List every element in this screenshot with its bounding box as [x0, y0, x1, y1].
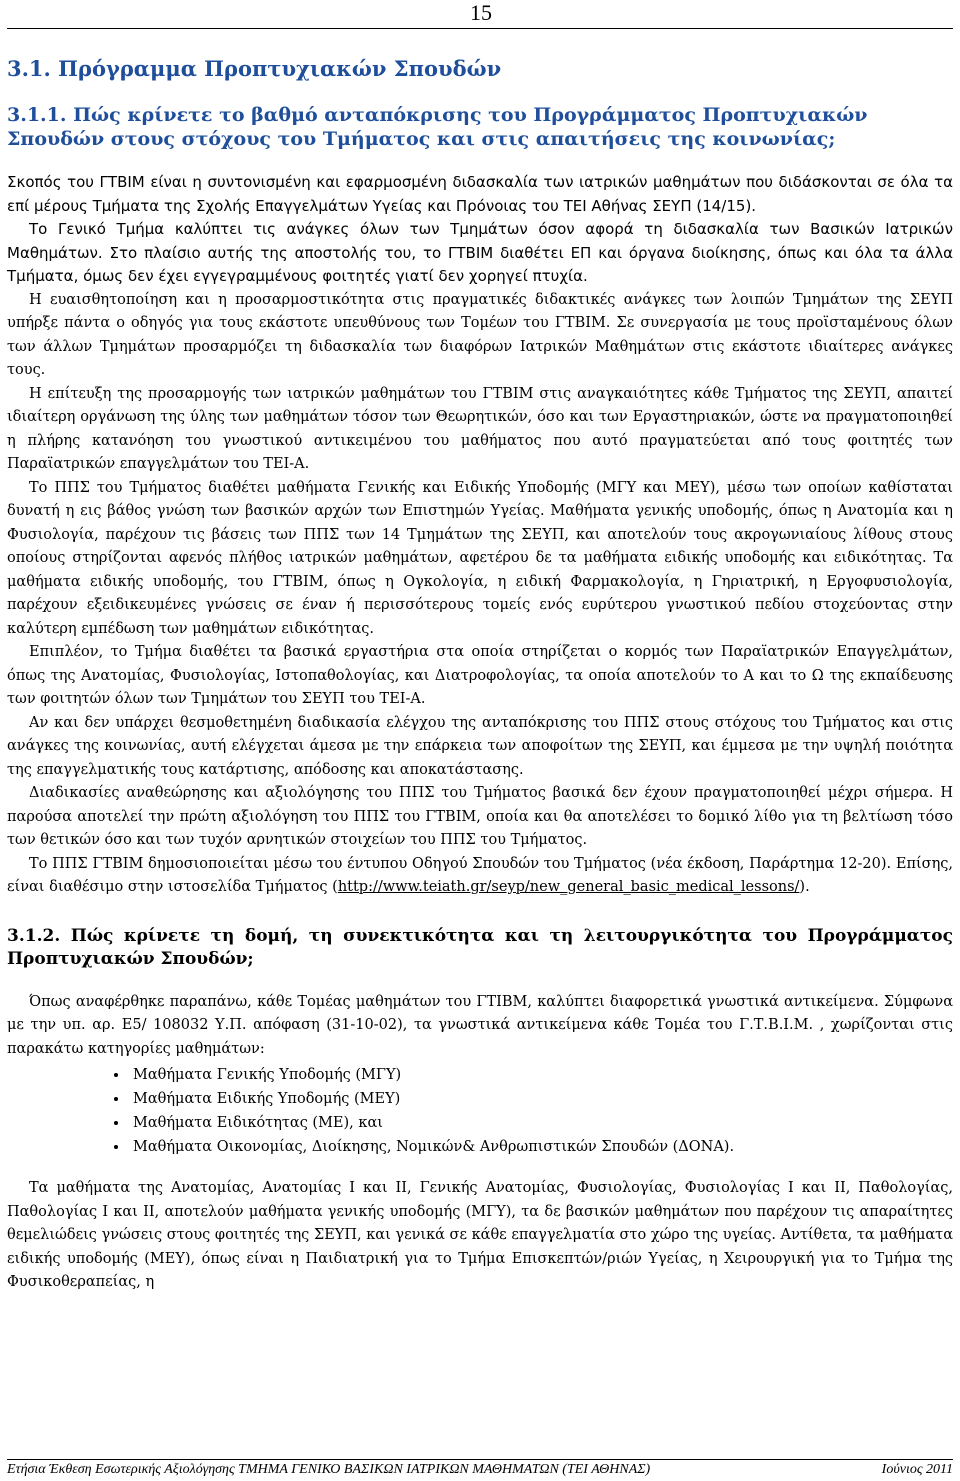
document-body: [7, 56, 953, 1295]
header-rule: [7, 28, 953, 29]
subsection-title-1: 3.1.1. Πώς κρίνετε το βαθμό ανταπόκρισης του Προγράμματος Προπτυχιακών Σπουδών στους στόχους του Τμήματος και στις απαιτήσεις της κοινωνίας;: [7, 104, 868, 150]
footer-rule: [7, 1459, 953, 1460]
paragraph-publication: [7, 853, 953, 900]
paragraph-laboratories: Επιπλέον, το Τμήμα διαθέτει τα βασικά εργαστήρια στα οποία στηρίζεται ο κορμός των Παραϊατρικών Επαγγελμάτων, όπως της Ανατομίας, Φυσιολογίας, Ιστοπαθολογίας, και Διατροφολογίας, τα οποία αποτελούν το Α και το Ω της εκπαίδευσης των φοιτητών όλων των Τμημάτων του ΣΕΥΠ του ΤΕΙ-Α.: [7, 644, 953, 707]
list-item: • Μαθήματα Ειδικής Υποδομής (ΜΕΥ): [129, 1087, 953, 1111]
page-number: 15: [470, 0, 492, 25]
page-footer: [7, 1462, 953, 1478]
paragraph-revision: Διαδικασίες αναθεώρησης και αξιολόγησης του ΠΠΣ του Τμήματος βασικά δεν έχουν πραγματοποιηθεί μέχρι σήμερα. Η παρούσα αποτελεί την πρώτη αξιολόγηση του ΠΠΣ του ΓΤΒΙΜ, οποία και θα αποτελέσει το δομικό λίθο για τη βελτίωση τόσο των θετικών όσο και των τυχόν αρνητικών στοιχείων του ΠΠΣ του Τμήματος.: [7, 785, 953, 848]
list-item: • Μαθήματα Γενικής Υποδομής (ΜΓΥ): [129, 1063, 953, 1087]
list-item: • Μαθήματα Οικονομίας, Διοίκησης, Νομικών& Ανθρωπιστικών Σπουδών (ΔΟΝΑ).: [129, 1135, 953, 1159]
publication-text: Το ΠΠΣ ΓΤΒΙΜ δημοσιοποιείται μέσω του έντυπου Οδηγού Σπουδών του Τμήματος (νέα έκδοση, Παράρτημα 12-20). Επίσης, είναι διαθέσιμο στην ιστοσελίδα Τμήματος (: [7, 855, 953, 895]
publication-text-end: ).: [799, 879, 810, 895]
paragraph-general-department: Το Γενικό Τμήμα καλύπτει τις ανάγκες όλων των Τμημάτων όσον αφορά τη διδασκαλία των Βασικών Ιατρικών Μαθημάτων. Στο πλαίσιο αυτής της αποστολής του, το ΓΤΒΙΜ διαθέτει ΕΠ και όργανα διοίκησης, όπως και όλα τα άλλα Τμήματα, όμως δεν έχει εγγεγραμμένους φοιτητές γιατί δεν χορηγεί πτυχία.: [7, 220, 953, 285]
subsection-title-2: 3.1.2. Πώς κρίνετε τη δομή, τη συνεκτικότητα και τη λειτουργικότητα του Προγράμματος Προπτυχιακών Σπουδών;: [7, 925, 953, 969]
footer-date: Ιούνιος 2011: [881, 1462, 953, 1477]
paragraph-courses: Το ΠΠΣ του Τμήματος διαθέτει μαθήματα Γενικής και Ειδικής Υποδομής (ΜΓΥ και ΜΕΥ), μέσω των οποίων καθίσταται δυνατή η εις βάθος γνώση των βασικών αρχών των Επιστημών Υγείας. Μαθήματα γενικής υποδομής, όπως η Ανατομία και η Φυσιολογία, παρέχουν τις βάσεις των ΠΠΣ των 14 Τμημάτων της ΣΕΥΠ, και αποτελούν τους ακρογωνιαίους λίθους στους οποίους στηρίζονται αφενός πλήθος ιατρικών μαθημάτων, αφετέρου δε τα μαθήματα ειδικής υποδομής και ειδικότητας. Τα μαθήματα ειδικής υποδομής, του ΓΤΒΙΜ, όπως η Ογκολογία, η ειδική Φαρμακολογία, η Γηριατρική, η Εργοφυσιολογία, παρέχουν εξειδικευμένες γνώσεις σε έναν ή περισσότερους τομείς ενός ευρύτερου γνωστικού πεδίου στοχεύοντας στην καλύτερη εμπέδωση των μαθημάτων ειδικότητας.: [7, 479, 953, 637]
paragraph-final: Τα μαθήματα της Ανατομίας, Ανατομίας Ι και ΙΙ, Γενικής Ανατομίας, Φυσιολογίας, Φυσιολογίας Ι και ΙΙ, Παθολογίας, Παθολογίας Ι και ΙΙ, αποτελούν μαθήματα γενικής υποδομής (ΜΓΥ), τα δε βασικών μαθημάτων που παρέχουν τις απαραίτητες θεμελιώδεις γνώσεις στους φοιτητές της ΣΕΥΠ, και γενικά σε κάθε επαγγελματία στο χώρο της υγείας. Αντίθετα, τα μαθήματα ειδικής υποδομής (ΜΕΥ), όπως είναι η Παιδιατρική για το Τμήμα Επισκεπτών/ριών Υγείας, η Χειρουργική για το Τμήμα της Φυσικοθεραπείας, η: [7, 1180, 953, 1290]
list-item: • Μαθήματα Ειδικότητας (ΜΕ), και: [129, 1111, 953, 1135]
section-title: 3.1. Πρόγραμμα Προπτυχιακών Σπουδών: [7, 56, 502, 81]
course-category-list: [7, 1063, 953, 1159]
paragraph-evaluation-process: Αν και δεν υπάρχει θεσμοθετημένη διαδικασία ελέγχου της ανταπόκρισης του ΠΠΣ στους στόχους του Τμήματος και στις ανάγκες της κοινωνίας, αυτή ελέγχεται άμεσα με την επάρκεια των αποφοίτων της ΣΕΥΠ, και έμμεσα με την υψηλή ποιότητα της επαγγελματικής τους κατάρτισης, απόδοσης και αποκατάστασης.: [7, 714, 953, 778]
curriculum-link[interactable]: http://www.teiath.gr/seyp/new_general_basic_medical_lessons/: [337, 879, 800, 895]
paragraph-intro: Όπως αναφέρθηκε παραπάνω, κάθε Τομέας μαθημάτων του ΓΤΙΒΜ, καλύπτει διαφορετικά γνωστικά αντικείμενα. Σύμφωνα με την υπ. αρ. Ε5/ 108032 Υ.Π. απόφαση (31-10-02), τα γνωστικά αντικείμενα κάθε Τομέα του Γ.Τ.Β.Ι.Μ. , χωρίζονται στις παρακάτω κατηγορίες μαθημάτων:: [7, 993, 953, 1057]
footer-title: Ετήσια Έκθεση Εσωτερικής Αξιολόγησης ΤΜΗΜΑ ΓΕΝΙΚΟ ΒΑΣΙΚΩΝ ΙΑΤΡΙΚΩΝ ΜΑΘΗΜΑΤΩΝ (ΤΕΙ ΑΘΗΝΑΣ): [7, 1462, 651, 1477]
paragraph-adaptation: Η επίτευξη της προσαρμογής των ιατρικών μαθημάτων του ΓΤΒΙΜ στις αναγκαιότητες κάθε Τμήματος της ΣΕΥΠ, απαιτεί ιδιαίτερη οργάνωση της ύλης των μαθημάτων τόσον των Θεωρητικών, όσο και των Εργαστηριακών, ώστε να πραγματοποιηθεί η πλήρης κατανόηση του γνωστικού αντικειμένου του μαθήματος που αυτό πραγματεύεται από τους φοιτητές των Παραϊατρικών επαγγελμάτων του ΤΕΙ-Α.: [7, 385, 953, 472]
paragraph-awareness: Η ευαισθητοποίηση και η προσαρμοστικότητα στις πραγματικές διδακτικές ανάγκες των λοιπών Τμημάτων της ΣΕΥΠ υπήρξε πάντα ο οδηγός για τους εκάστοτε υπευθύνους των Τομέων του ΓΤΒΙΜ. Σε συνεργασία με τους προϊσταμένους όλων των άλλων Τμημάτων προσαρμόζει τη διδασκαλία των διαφόρων Ιατρικών Μαθημάτων στις εκάστοτε ιδιαίτερες ανάγκες τους.: [7, 291, 953, 378]
paragraph-purpose: Σκοπός του ΓΤΒΙΜ είναι η συντονισμένη και εφαρμοσμένη διδασκαλία των ιατρικών μαθημάτων που διδάσκονται σε όλα τα επί μέρους Τμήματα της Σχολής Επαγγελμάτων Υγείας και Πρόνοιας του ΤΕΙ Αθήνας ΣΕΥΠ (14/15).: [7, 173, 953, 215]
